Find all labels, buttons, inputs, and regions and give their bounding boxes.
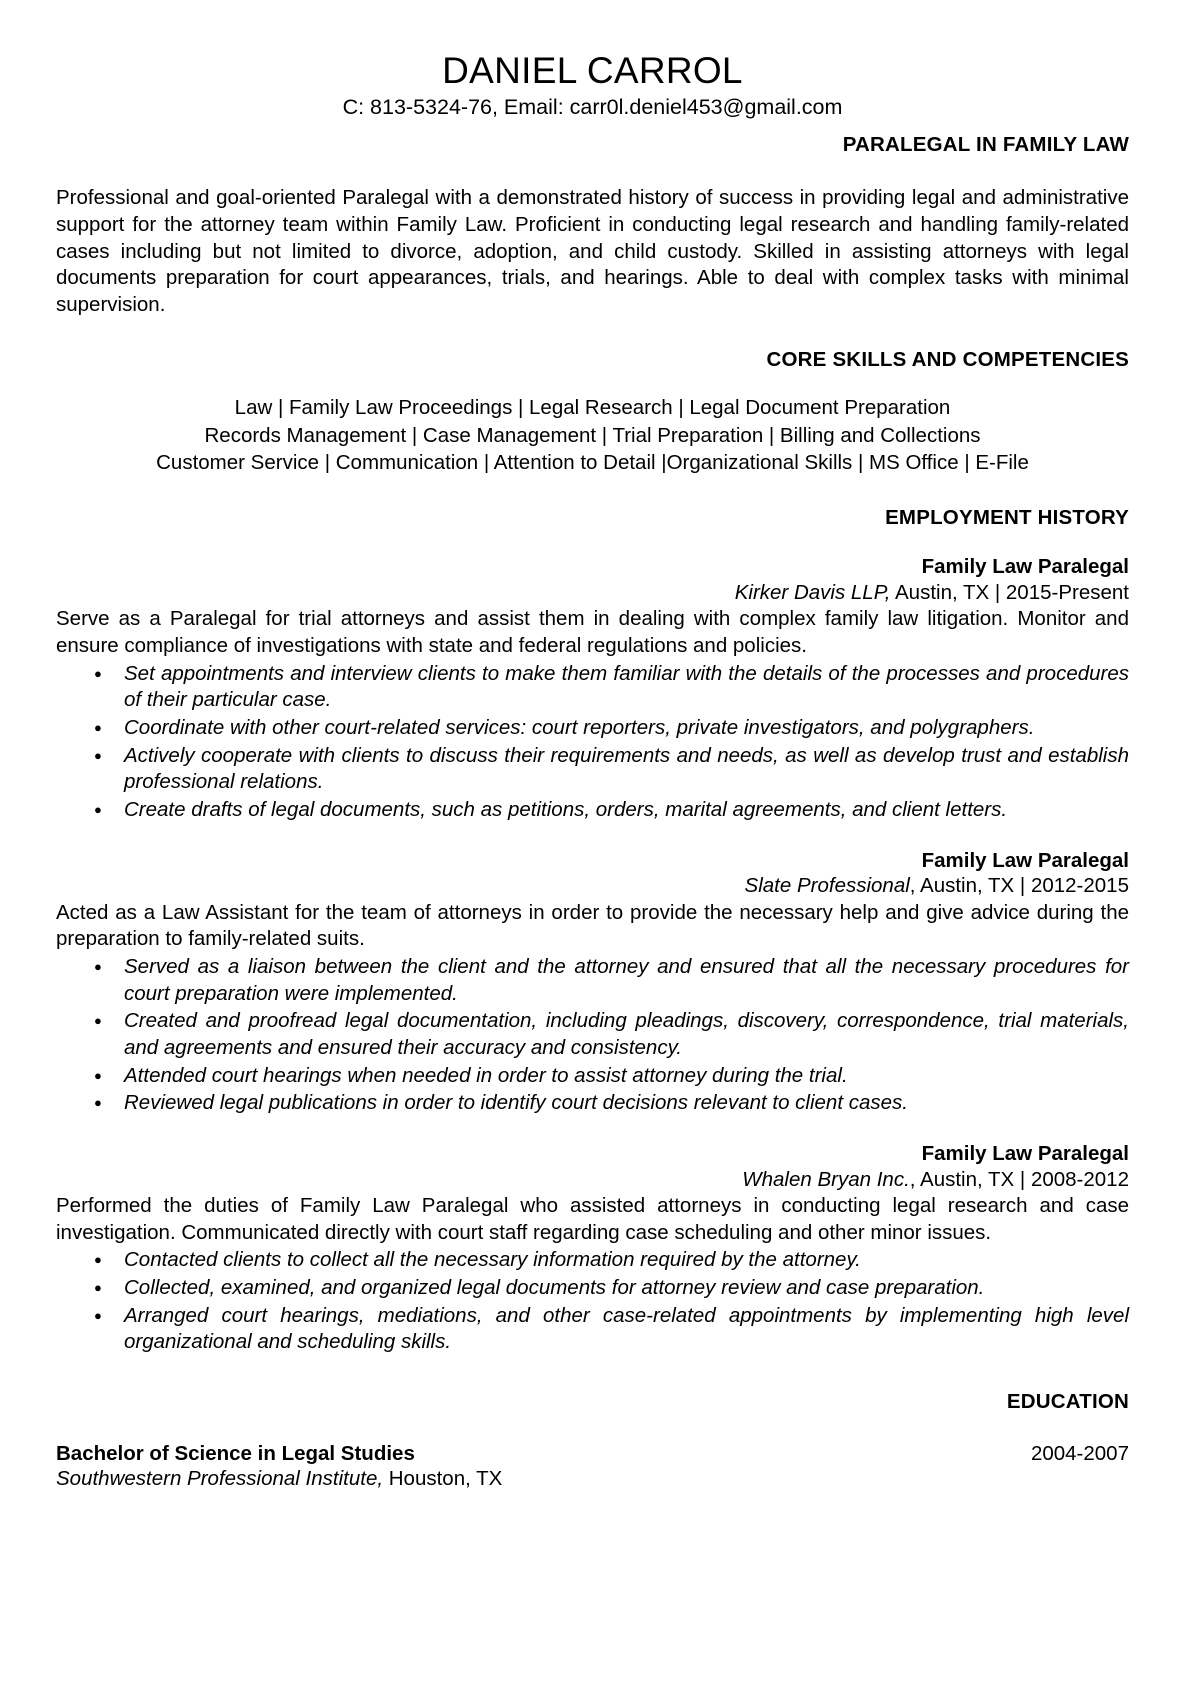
contact-line: C: 813-5324-76, Email: carr0l.deniel453@gmail.com: [342, 95, 843, 120]
job-bullet: ● Create drafts of legal documents, such as petitions, orders, marital agreements, and client letters.: [56, 797, 1129, 824]
job-bullet-list: [56, 661, 1129, 824]
education-degree: Bachelor of Science in Legal Studies: [56, 1442, 415, 1466]
job-bullet-list: [56, 954, 1129, 1117]
education-entry: [56, 1442, 1129, 1466]
skills-line: Records Management | Case Management | Trial Preparation | Billing and Collections: [204, 423, 981, 447]
education-heading: EDUCATION: [1006, 1390, 1129, 1414]
job-company-name: Slate Professional: [744, 874, 910, 898]
job-bullet: ● Set appointments and interview clients to make them familiar with the details of the processes and procedures of their particular case.: [56, 661, 1129, 714]
job-location-dates: , Austin, TX | 2008-2012: [909, 1167, 1129, 1191]
job-location-dates: Austin, TX | 2015-Present: [890, 580, 1129, 604]
job-role-title: Family Law Paralegal: [921, 555, 1129, 579]
job-bullet: ● Created and proofread legal documentation, including pleadings, discovery, correspondence, trial materials, and agreements and ensured their accuracy and consistency.: [56, 1008, 1129, 1061]
education-institution: Southwestern Professional Institute,: [56, 1467, 384, 1491]
job-company-line: [56, 873, 1129, 899]
headline-job-title: PARALEGAL IN FAMILY LAW: [842, 133, 1129, 157]
employment-history-heading: EMPLOYMENT HISTORY: [885, 506, 1129, 530]
job-company-line: [56, 1167, 1129, 1193]
skills-line: Law | Family Law Proceedings | Legal Research | Legal Document Preparation: [234, 396, 951, 420]
job-company-line: [56, 580, 1129, 606]
skills-line: Customer Service | Communication | Attention to Detail |Organizational Skills | MS Office | E-File: [156, 450, 1029, 474]
education-location: Houston, TX: [383, 1467, 503, 1491]
job-company-name: Kirker Davis LLP,: [734, 580, 891, 604]
core-skills-list: [56, 394, 1129, 476]
job-bullet: ● Coordinate with other court-related services: court reporters, private investigators, and polygraphers.: [56, 715, 1129, 742]
job-location-dates: , Austin, TX | 2012-2015: [909, 874, 1129, 898]
job-description: Performed the duties of Family Law Paralegal who assisted attorneys in conducting legal research and case investigation. Communicated directly with court staff regarding case scheduling and other minor issues.: [56, 1194, 1129, 1244]
job-bullet-list: [56, 1247, 1129, 1356]
job-entry: [56, 848, 1129, 1117]
job-company-name: Whalen Bryan Inc.: [742, 1167, 910, 1191]
job-bullet: ● Served as a liaison between the client and the attorney and ensured that all the necessary procedures for court preparation were implemented.: [56, 954, 1129, 1007]
professional-summary: Professional and goal-oriented Paralegal with a demonstrated history of success in providing legal and administrative support for the attorney team within Family Law. Proficient in conducting legal research and handling family-related cases including but not limited to divorce, adoption, and child custody. Skilled in assisting attorneys with legal documents preparation for court appearances, trials, and hearings. Able to deal with complex tasks with minimal supervision.: [56, 186, 1129, 316]
job-bullet: ● Actively cooperate with clients to discuss their requirements and needs, as well as develop trust and establish professional relations.: [56, 743, 1129, 796]
education-years: 2004-2007: [1030, 1442, 1129, 1466]
candidate-name: DANIEL CARROL: [442, 50, 743, 91]
job-entry: [56, 554, 1129, 823]
job-role-title: Family Law Paralegal: [921, 1141, 1129, 1165]
job-bullet: ● Arranged court hearings, mediations, and other case-related appointments by implementing high level organizational and scheduling skills.: [56, 1303, 1129, 1356]
job-bullet: ● Collected, examined, and organized legal documents for attorney review and case preparation.: [56, 1275, 1129, 1302]
job-role-title: Family Law Paralegal: [921, 848, 1129, 872]
job-description: Serve as a Paralegal for trial attorneys and assist them in dealing with complex family law litigation. Monitor and ensure compliance of investigations with state and federal regulations and policies.: [56, 607, 1129, 658]
education-institution-line: [56, 1466, 1129, 1492]
job-entry: [56, 1141, 1129, 1356]
job-bullet: ● Contacted clients to collect all the necessary information required by the attorney.: [56, 1247, 1129, 1274]
job-description: Acted as a Law Assistant for the team of attorneys in order to provide the necessary help and give advice during the preparation to family-related suits.: [56, 900, 1129, 951]
job-bullet: ● Attended court hearings when needed in order to assist attorney during the trial.: [56, 1063, 1129, 1090]
core-skills-heading: CORE SKILLS AND COMPETENCIES: [766, 348, 1129, 372]
job-bullet: ● Reviewed legal publications in order to identify court decisions relevant to client cases.: [56, 1090, 1129, 1117]
